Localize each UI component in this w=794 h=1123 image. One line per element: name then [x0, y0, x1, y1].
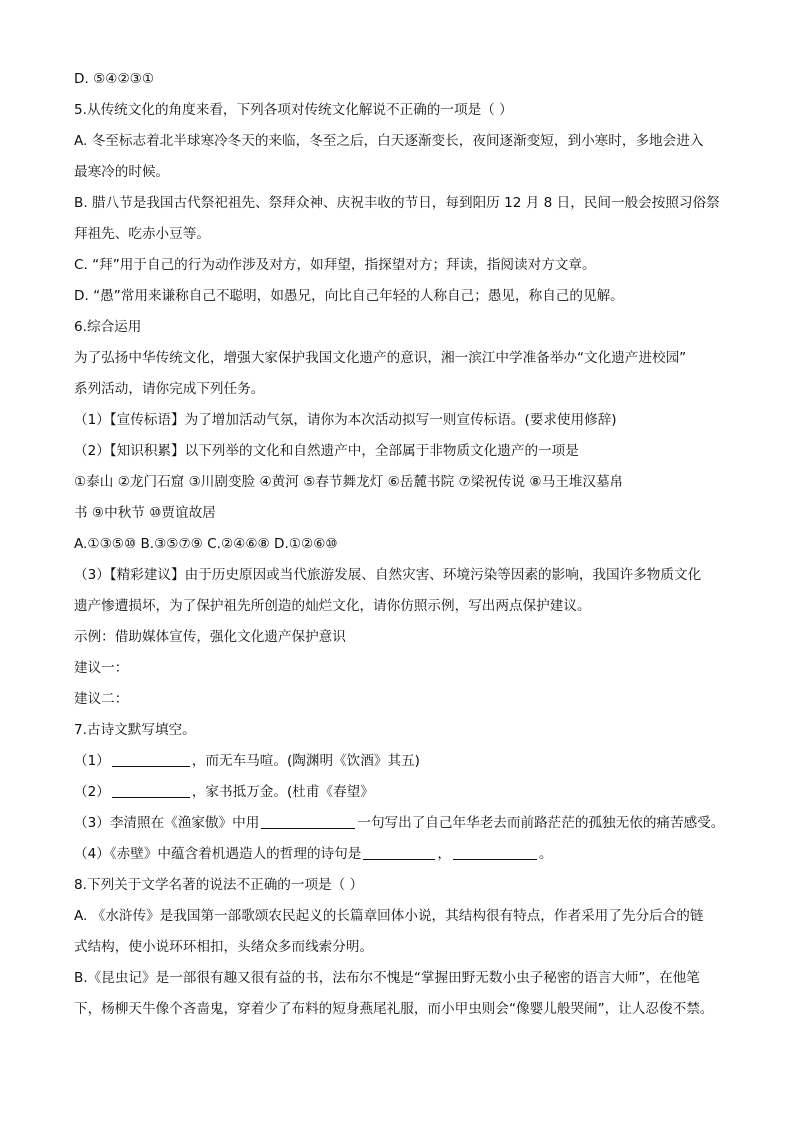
q5-option-d: D. “愚”常用来谦称自己不聪明，如愚兄，向比自己年轻的人称自己；愚见，称自己的见解。: [74, 288, 624, 304]
answer-blank[interactable]: [112, 796, 190, 798]
answer-blank[interactable]: [363, 858, 435, 860]
q8-option-a-line1: A. 《水浒传》是我国第一部歌颂农民起义的长篇章回体小说，其结构很有特点，作者采用了先分后合的链: [74, 908, 704, 924]
q7-item2: （2） ，家书抵万金。(杜甫《春望》: [74, 784, 374, 800]
q6-intro-line1: 为了弘扬中华传统文化，增强大家保护我国文化遗产的意识，湘一滨江中学准备举办“文化遗产进校园”: [74, 350, 687, 366]
q4-option-d: D. ⑤④②③①: [74, 71, 155, 87]
q7-title: 7.古诗文默写填空。: [74, 722, 196, 738]
q6-task1: （1）【宣传标语】为了增加活动气氛，请你为本次活动拟写一则宣传标语。(要求使用修辞): [74, 412, 617, 428]
q8-stem: 8.下列关于文学名著的说法不正确的一项是（ ）: [74, 877, 364, 893]
q6-task2: （2）【知识积累】以下列举的文化和自然遗产中，全部属于非物质文化遗产的一项是: [74, 443, 579, 459]
q6-intro-line2: 系列活动，请你完成下列任务。: [74, 381, 265, 397]
answer-blank[interactable]: [453, 858, 537, 860]
q6-task3-example: 示例：借助媒体宣传，强化文化遗产保护意识: [74, 629, 346, 645]
q6-suggestion-1: 建议一：: [74, 660, 129, 676]
q7-item4: （4）《赤壁》中蕴含着机遇造人的哲理的诗句是 ， 。: [74, 846, 553, 862]
q5-option-b-line1: B. 腊八节是我国古代祭祀祖先、祭拜众神、庆祝丰收的节日，每到阳历 12 月 8 日，民间一般会按照习俗祭: [74, 195, 720, 211]
document-page: [74, 64, 734, 1025]
q5-option-a-line2: 最寒冷的时候。: [74, 164, 170, 180]
q5-option-a-line1: A. 冬至标志着北半球寒冷冬天的来临，冬至之后，白天逐渐变长，夜间逐渐变短，到小寒时，多地会进入: [74, 133, 704, 149]
q6-title: 6.综合运用: [74, 319, 142, 335]
answer-blank[interactable]: [112, 765, 190, 767]
q5-option-c: C. “拜”用于自己的行为动作涉及对方，如拜望，指探望对方；拜读，指阅读对方文章。: [74, 257, 596, 273]
q5-option-b-line2: 拜祖先、吃赤小豆等。: [74, 226, 210, 242]
answer-blank[interactable]: [261, 827, 355, 829]
q6-task2-list-line1: ①泰山 ②龙门石窟 ③川剧变脸 ④黄河 ⑤春节舞龙灯 ⑥岳麓书院 ⑦梁祝传说 ⑧马王堆汉墓帛: [74, 474, 624, 490]
q6-task3-line2: 遗产惨遭损坏，为了保护祖先所创造的灿烂文化，请你仿照示例，写出两点保护建议。: [74, 598, 591, 614]
q6-task2-list-line2: 书 ⑨中秋节 ⑩贾谊故居: [74, 505, 216, 521]
q7-item3: （3）李清照在《渔家傲》中用 一句写出了自己年华老去而前路茫茫的孤独无依的痛苦感受。: [74, 815, 725, 831]
q6-suggestion-2: 建议二：: [74, 691, 129, 707]
q8-option-a-line2: 式结构，使小说环环相扣，头绪众多而线索分明。: [74, 939, 374, 955]
q8-option-b-line1: B.《昆虫记》是一部很有趣又很有益的书，法布尔不愧是“掌握田野无数小虫子秘密的语言大师”，在他笔: [74, 970, 700, 986]
q5-stem: 5.从传统文化的角度来看，下列各项对传统文化解说不正确的一项是（ ）: [74, 102, 513, 118]
q6-task3-line1: （3）【精彩建议】由于历史原因或当代旅游发展、自然灾害、环境污染等因素的影响，我国许多物质文化: [74, 567, 702, 583]
q7-item1: （1） ，而无车马喧。(陶渊明《饮酒》其五): [74, 753, 420, 769]
q6-task2-options: A.①③⑤⑩ B.③⑤⑦⑨ C.②④⑥⑧ D.①②⑥⑩: [74, 536, 338, 552]
q8-option-b-line2: 下，杨柳天牛像个吝啬鬼，穿着少了布料的短身燕尾礼服，而小甲虫则会“像婴儿般哭闹”，让人忍俊不禁。: [74, 1001, 714, 1017]
